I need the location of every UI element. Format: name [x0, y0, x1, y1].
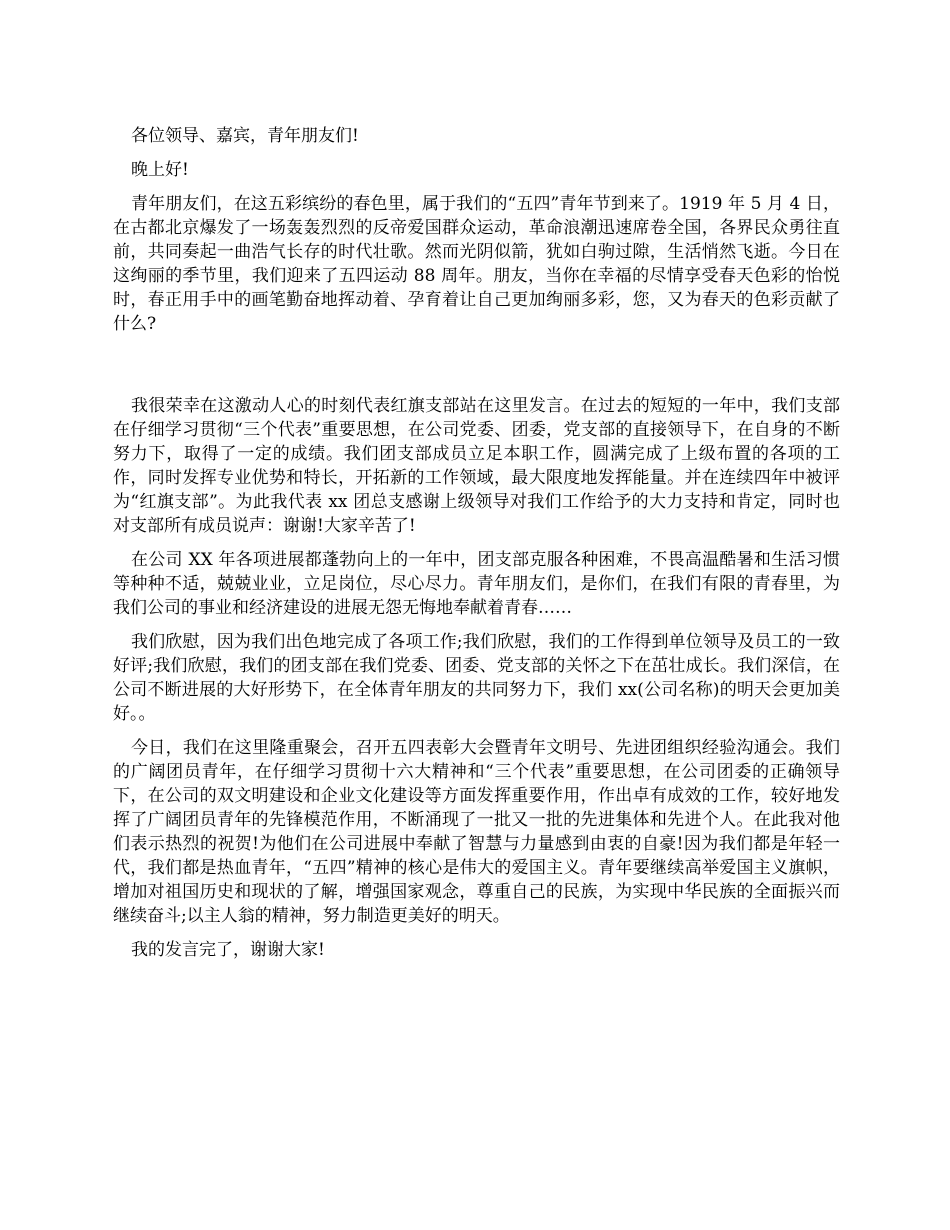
paragraph-intro: 青年朋友们，在这五彩缤纷的春色里，属于我们的“五四”青年节到来了。1919 年 5 月 4 日，在古都北京爆发了一场轰轰烈烈的反帝爱国群众运动，革命浪潮迅速席卷全国，各界民众勇往直前，共同奏起一曲浩气长存的时代壮歌。然而光阴似箭，犹如白驹过隙，生活悄然飞逝。今日在这绚丽的季节里，我们迎来了五四运动 88 周年。朋友，当你在幸福的尽情享受春天色彩的怡悦时，春正用手中的画笔勤奋地挥动着、孕育着让自己更加绚丽多彩，您，又为春天的色彩贡献了什么?	[113, 194, 840, 334]
paragraph-pride: 我们欣慰，因为我们出色地完成了各项工作;我们欣慰，我们的工作得到单位领导及员工的一致好评;我们欣慰，我们的团支部在我们党委、团委、党支部的关怀之下在茁壮成长。我们深信，在公司不断进展的大好形势下，在全体青年朋友的共同努力下，我们 xx(公司名称)的明天会更加美好。。	[113, 632, 840, 724]
salutation: 各位领导、嘉宾，青年朋友们!	[131, 126, 359, 146]
paragraph-effort: 在公司 XX 年各项进展都蓬勃向上的一年中，团支部克服各种困难，不畏高温酷暑和生活习惯等种种不适，兢兢业业，立足岗位，尽心尽力。青年朋友们，是你们，在我们有限的青春里，为我们公司的事业和经济建设的进展无怨无悔地奉献着青春……	[113, 550, 840, 618]
closing: 我的发言完了，谢谢大家!	[131, 940, 325, 960]
greeting: 晚上好!	[131, 160, 189, 180]
paragraph-meeting: 今日，我们在这里隆重聚会，召开五四表彰大会暨青年文明号、先进团组织经验沟通会。我们的广阔团员青年，在仔细学习贯彻十六大精神和“三个代表”重要思想，在公司团委的正确领导下，在公司的双文明建设和企业文化建设等方面发挥重要作用，作出卓有成效的工作，较好地发挥了广阔团员青年的先锋模范作用，不断涌现了一批又一批的先进集体和先进个人。在此我对他们表示热烈的祝贺!为他们在公司进展中奉献了智慧与力量感到由衷的自豪!因为我们都是年轻一代，我们都是热血青年，“五四”精神的核心是伟大的爱国主义。青年要继续高举爱国主义旗帜，增加对祖国历史和现状的了解，增强国家观念，尊重自己的民族，为实现中华民族的全面振兴而继续奋斗;以主人翁的精神，努力制造更美好的明天。	[113, 738, 840, 926]
paragraph-honor: 我很荣幸在这激动人心的时刻代表红旗支部站在这里发言。在过去的短短的一年中，我们支部在仔细学习贯彻“三个代表”重要思想，在公司党委、团委，党支部的直接领导下，在自身的不断努力下，取得了一定的成绩。我们团支部成员立足本职工作，圆满完成了上级布置的各项的工作，同时发挥专业优势和特长，开拓新的工作领域，最大限度地发挥能量。并在连续四年中被评为“红旗支部”。为此我代表 xx 团总支感谢上级领导对我们工作给予的大力支持和肯定，同时也对支部所有成员说声：谢谢!大家辛苦了!	[113, 396, 840, 536]
document-body	[113, 124, 840, 972]
blank-space	[113, 346, 840, 394]
